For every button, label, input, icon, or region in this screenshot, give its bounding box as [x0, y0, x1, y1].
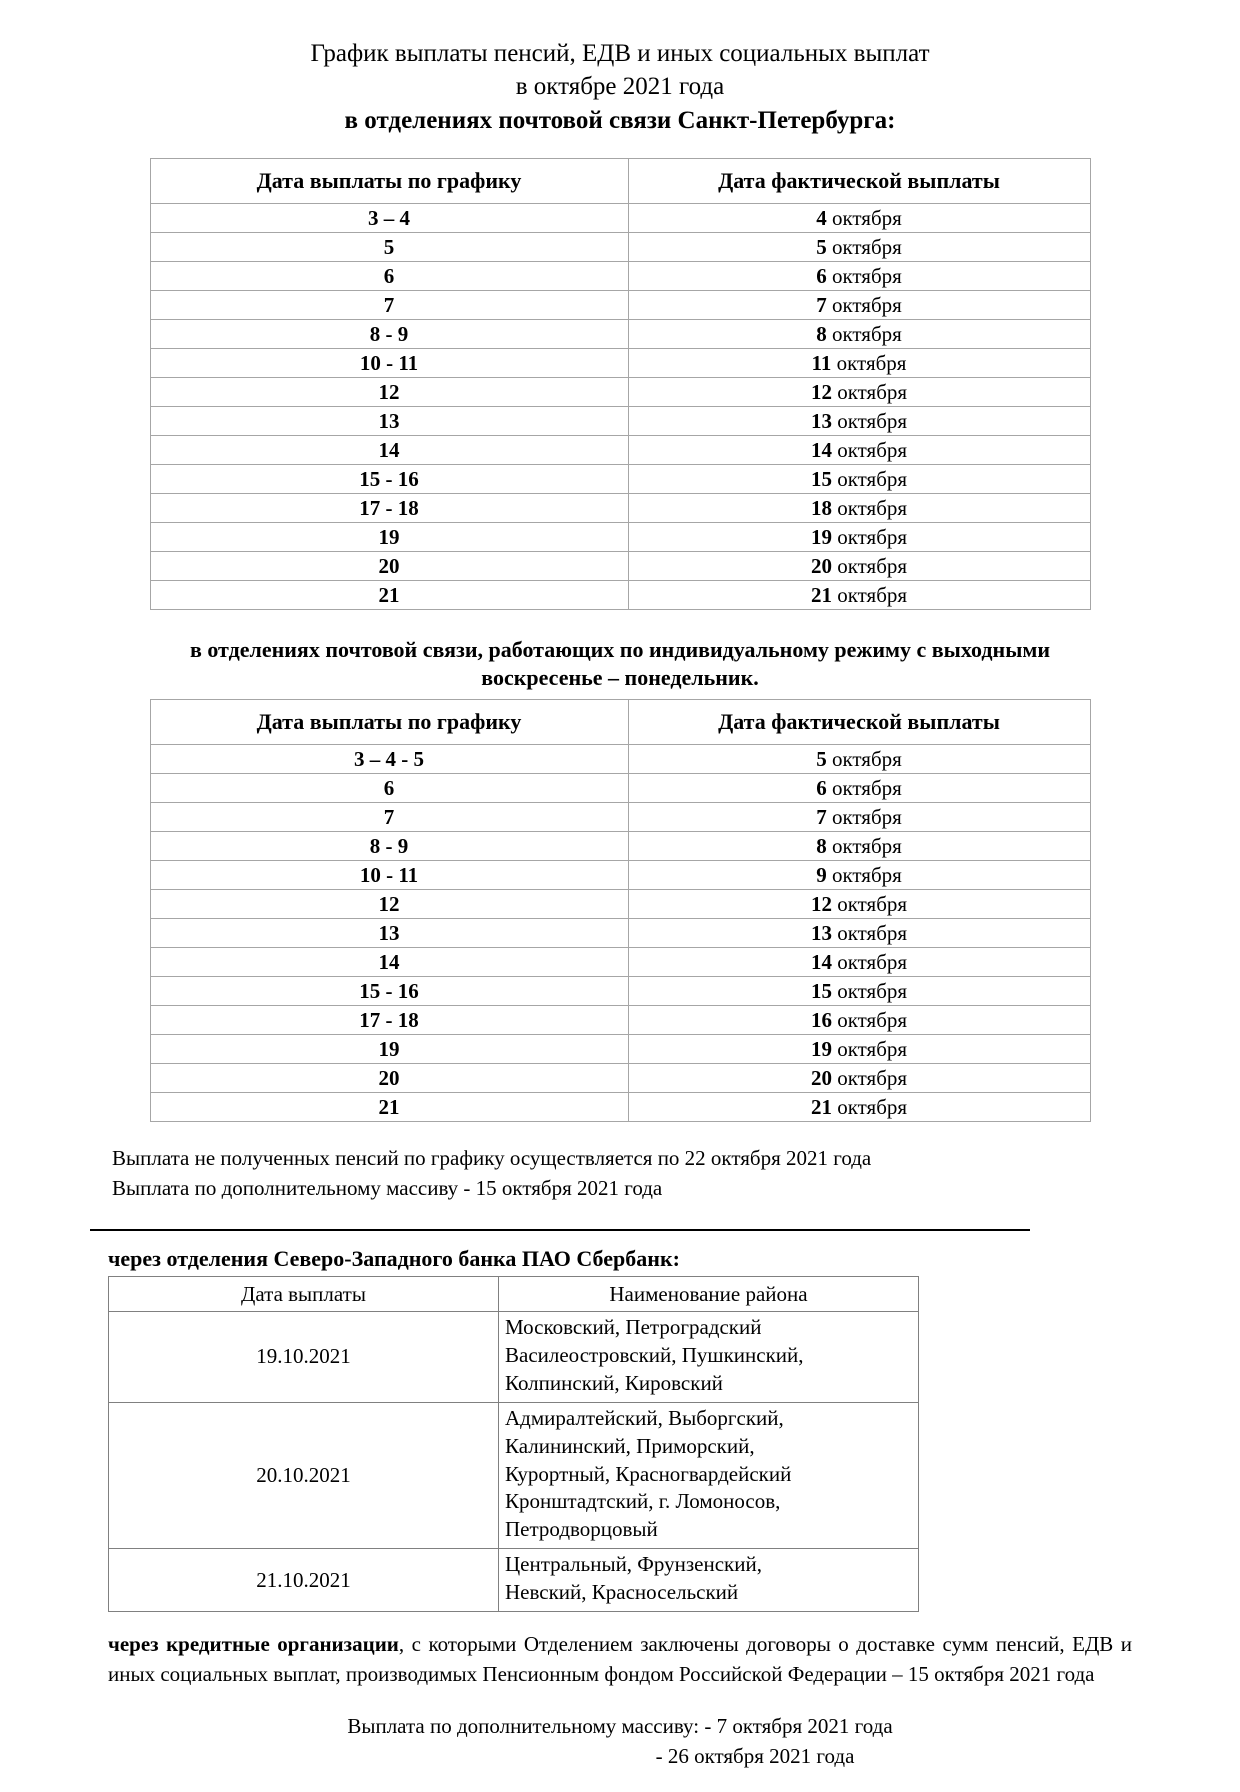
sberbank-table-body: [109, 1311, 919, 1611]
district-line: Центральный, Фрунзенский,: [505, 1552, 762, 1577]
individual-schedule-table: [150, 699, 1091, 1122]
table-row: [150, 406, 1090, 435]
actual-day-number: 5: [816, 234, 827, 259]
cell-scheduled-date: 20: [150, 551, 628, 580]
district-line: Курортный, Красногвардейский: [505, 1461, 792, 1486]
table-row: [150, 580, 1090, 609]
column-header-payment-date: Дата выплаты: [109, 1276, 499, 1311]
actual-month-name: октября: [831, 408, 908, 433]
table-row: [150, 464, 1090, 493]
cell-actual-date: [628, 976, 1090, 1005]
sberbank-districts-table: [108, 1276, 919, 1612]
district-line: Московский, Петроградский: [505, 1314, 762, 1339]
cell-scheduled-date: 12: [150, 377, 628, 406]
section-divider: [90, 1229, 1030, 1231]
cell-actual-date: [628, 319, 1090, 348]
table-row: [109, 1549, 919, 1612]
schedule-table-1-body: [150, 203, 1090, 609]
cell-actual-date: [628, 1005, 1090, 1034]
cell-district-names: [499, 1402, 919, 1549]
district-line: Адмиралтейский, Выборгский,: [505, 1405, 784, 1430]
actual-day-number: 15: [810, 466, 832, 491]
section-heading-individual-schedule: [90, 636, 1150, 693]
actual-day-number: 18: [810, 495, 832, 520]
column-header-actual-date: Дата фактической выплаты: [628, 699, 1090, 744]
table-row: [150, 290, 1090, 319]
cell-actual-date: [628, 1092, 1090, 1121]
table-row: [150, 1034, 1090, 1063]
cell-scheduled-date: 19: [150, 522, 628, 551]
cell-scheduled-date: 14: [150, 947, 628, 976]
cell-scheduled-date: 12: [150, 889, 628, 918]
table-row: [150, 319, 1090, 348]
section-heading-line-2: воскресенье – понедельник.: [481, 665, 759, 691]
cell-scheduled-date: 14: [150, 435, 628, 464]
column-header-district-name: Наименование района: [499, 1276, 919, 1311]
table-header-row: [109, 1276, 919, 1311]
actual-month-name: октября: [831, 978, 908, 1003]
actual-month-name: октября: [826, 263, 902, 288]
credit-organizations-lead: через кредитные организации: [108, 1632, 399, 1657]
actual-month-name: октября: [831, 582, 908, 607]
cell-actual-date: [628, 773, 1090, 802]
district-line: Калининский, Приморский,: [505, 1433, 755, 1458]
table-row: [150, 889, 1090, 918]
cell-district-names: [499, 1311, 919, 1402]
cell-actual-date: [628, 918, 1090, 947]
cell-actual-date: [628, 522, 1090, 551]
actual-month-name: октября: [831, 379, 908, 404]
cell-actual-date: [628, 551, 1090, 580]
table-row: [150, 435, 1090, 464]
additional-array-line-2: - 26 октября 2021 года: [655, 1744, 855, 1769]
actual-month-name: октября: [831, 495, 908, 520]
actual-month-name: октября: [826, 746, 902, 771]
cell-actual-date: [628, 744, 1090, 773]
actual-month-name: октября: [831, 350, 907, 375]
table-row: [150, 773, 1090, 802]
actual-day-number: 15: [810, 978, 832, 1003]
payment-notes: [112, 1144, 1150, 1204]
table-row: [150, 493, 1090, 522]
table-row: [150, 860, 1090, 889]
cell-actual-date: [628, 348, 1090, 377]
actual-day-number: 21: [810, 582, 832, 607]
cell-actual-date: [628, 290, 1090, 319]
actual-day-number: 14: [810, 437, 832, 462]
cell-district-names: [499, 1549, 919, 1612]
cell-actual-date: [628, 232, 1090, 261]
cell-scheduled-date: 21: [150, 580, 628, 609]
cell-actual-date: [628, 802, 1090, 831]
actual-month-name: октября: [831, 1036, 908, 1061]
table-row: [150, 261, 1090, 290]
table-row: [150, 1005, 1090, 1034]
page-title: [90, 38, 1150, 138]
cell-actual-date: [628, 1034, 1090, 1063]
actual-month-name: октября: [831, 466, 908, 491]
table-row: [150, 203, 1090, 232]
actual-day-number: 12: [810, 891, 832, 916]
district-line: Петродворцовый: [505, 1517, 658, 1542]
actual-day-number: 5: [816, 746, 827, 771]
actual-month-name: октября: [826, 862, 902, 887]
column-header-actual-date: Дата фактической выплаты: [628, 158, 1090, 203]
section-heading-line-1: в отделениях почтовой связи, работающих по индивидуальному режиму с выходными: [189, 636, 1051, 662]
actual-day-number: 16: [810, 1007, 832, 1032]
table-row: [109, 1402, 919, 1549]
actual-month-name: октября: [831, 1065, 908, 1090]
table-row: [150, 1092, 1090, 1121]
actual-month-name: октября: [826, 205, 902, 230]
additional-array-payments: [90, 1711, 1150, 1772]
table-row: [109, 1311, 919, 1402]
cell-scheduled-date: 19: [150, 1034, 628, 1063]
cell-actual-date: [628, 947, 1090, 976]
cell-scheduled-date: 15 - 16: [150, 464, 628, 493]
title-line-1: График выплаты пенсий, ЕДВ и иных социальных выплат: [310, 40, 930, 67]
cell-scheduled-date: 3 – 4 - 5: [150, 744, 628, 773]
table-row: [150, 947, 1090, 976]
actual-day-number: 12: [810, 379, 832, 404]
table-header-row: [150, 699, 1090, 744]
actual-day-number: 11: [811, 350, 832, 375]
table-row: [150, 744, 1090, 773]
note-additional-array: Выплата по дополнительному массиву - 15 октября 2021 года: [112, 1175, 663, 1200]
title-line-3: в отделениях почтовой связи Санкт-Петербурга:: [344, 107, 896, 134]
actual-month-name: октября: [826, 292, 902, 317]
schedule-table-2-body: [150, 744, 1090, 1121]
actual-month-name: октября: [826, 234, 902, 259]
actual-day-number: 20: [810, 553, 832, 578]
table-header-row: [150, 158, 1090, 203]
cell-scheduled-date: 8 - 9: [150, 831, 628, 860]
actual-day-number: 8: [816, 833, 827, 858]
actual-day-number: 21: [810, 1094, 832, 1119]
table-row: [150, 831, 1090, 860]
district-line: Кронштадтский, г. Ломоносов,: [505, 1489, 781, 1514]
cell-scheduled-date: 15 - 16: [150, 976, 628, 1005]
table-row: [150, 551, 1090, 580]
actual-month-name: октября: [826, 321, 902, 346]
table-row: [150, 348, 1090, 377]
cell-payment-date: 21.10.2021: [109, 1549, 499, 1612]
actual-day-number: 20: [810, 1065, 832, 1090]
cell-scheduled-date: 6: [150, 261, 628, 290]
cell-scheduled-date: 13: [150, 406, 628, 435]
actual-month-name: октября: [831, 553, 908, 578]
credit-organizations-paragraph: [108, 1630, 1132, 1689]
actual-month-name: октября: [826, 804, 902, 829]
cell-actual-date: [628, 1063, 1090, 1092]
cell-scheduled-date: 8 - 9: [150, 319, 628, 348]
cell-scheduled-date: 5: [150, 232, 628, 261]
actual-day-number: 14: [810, 949, 832, 974]
column-header-scheduled-date: Дата выплаты по графику: [150, 158, 628, 203]
note-unreceived-pensions: Выплата не полученных пенсий по графику осуществляется по 22 октября 2021 года: [112, 1145, 872, 1170]
actual-month-name: октября: [831, 524, 908, 549]
cell-actual-date: [628, 860, 1090, 889]
cell-scheduled-date: 13: [150, 918, 628, 947]
table-row: [150, 976, 1090, 1005]
cell-actual-date: [628, 406, 1090, 435]
actual-day-number: 19: [810, 524, 832, 549]
cell-scheduled-date: 10 - 11: [150, 860, 628, 889]
actual-month-name: октября: [831, 1094, 908, 1119]
cell-scheduled-date: 7: [150, 802, 628, 831]
actual-month-name: октября: [831, 949, 908, 974]
table-row: [150, 232, 1090, 261]
actual-month-name: октября: [831, 891, 908, 916]
column-header-scheduled-date: Дата выплаты по графику: [150, 699, 628, 744]
title-line-2: в октябре 2021 года: [515, 72, 725, 100]
table-row: [150, 1063, 1090, 1092]
actual-day-number: 9: [816, 862, 827, 887]
district-line: Невский, Красносельский: [505, 1580, 739, 1605]
table-row: [150, 522, 1090, 551]
cell-scheduled-date: 10 - 11: [150, 348, 628, 377]
actual-month-name: октября: [831, 920, 908, 945]
cell-actual-date: [628, 203, 1090, 232]
additional-array-line-1: Выплата по дополнительному массиву: - 7 октября 2021 года: [347, 1713, 893, 1738]
table-row: [150, 377, 1090, 406]
table-row: [150, 802, 1090, 831]
cell-scheduled-date: 7: [150, 290, 628, 319]
cell-scheduled-date: 6: [150, 773, 628, 802]
table-row: [150, 918, 1090, 947]
cell-actual-date: [628, 580, 1090, 609]
cell-actual-date: [628, 493, 1090, 522]
actual-month-name: октября: [826, 833, 902, 858]
cell-payment-date: 20.10.2021: [109, 1402, 499, 1549]
actual-day-number: 4: [816, 205, 827, 230]
cell-scheduled-date: 21: [150, 1092, 628, 1121]
actual-day-number: 7: [816, 292, 827, 317]
actual-month-name: октября: [831, 437, 908, 462]
cell-payment-date: 19.10.2021: [109, 1311, 499, 1402]
credit-organizations-rest: , с которыми Отделением заключены договоры о доставке сумм пенсий, ЕДВ и иных социальных выплат, производимых Пенсионным фондом Российской Федерации – 15 октября 2021 года: [108, 1632, 1132, 1686]
actual-day-number: 19: [810, 1036, 832, 1061]
actual-month-name: октября: [826, 775, 902, 800]
post-office-schedule-table: [150, 158, 1091, 610]
actual-day-number: 13: [810, 408, 832, 433]
cell-actual-date: [628, 261, 1090, 290]
cell-actual-date: [628, 377, 1090, 406]
cell-actual-date: [628, 831, 1090, 860]
cell-scheduled-date: 17 - 18: [150, 1005, 628, 1034]
actual-day-number: 6: [816, 775, 827, 800]
cell-scheduled-date: 20: [150, 1063, 628, 1092]
district-line: Василеостровский, Пушкинский,: [505, 1342, 804, 1367]
district-line: Колпинский, Кировский: [505, 1370, 723, 1395]
actual-day-number: 7: [816, 804, 827, 829]
cell-actual-date: [628, 435, 1090, 464]
cell-scheduled-date: 17 - 18: [150, 493, 628, 522]
actual-month-name: октября: [831, 1007, 908, 1032]
actual-day-number: 8: [816, 321, 827, 346]
actual-day-number: 13: [810, 920, 832, 945]
cell-actual-date: [628, 464, 1090, 493]
cell-actual-date: [628, 889, 1090, 918]
actual-day-number: 6: [816, 263, 827, 288]
cell-scheduled-date: 3 – 4: [150, 203, 628, 232]
bank-section-heading: через отделения Северо-Западного банка ПАО Сбербанк:: [108, 1246, 680, 1272]
